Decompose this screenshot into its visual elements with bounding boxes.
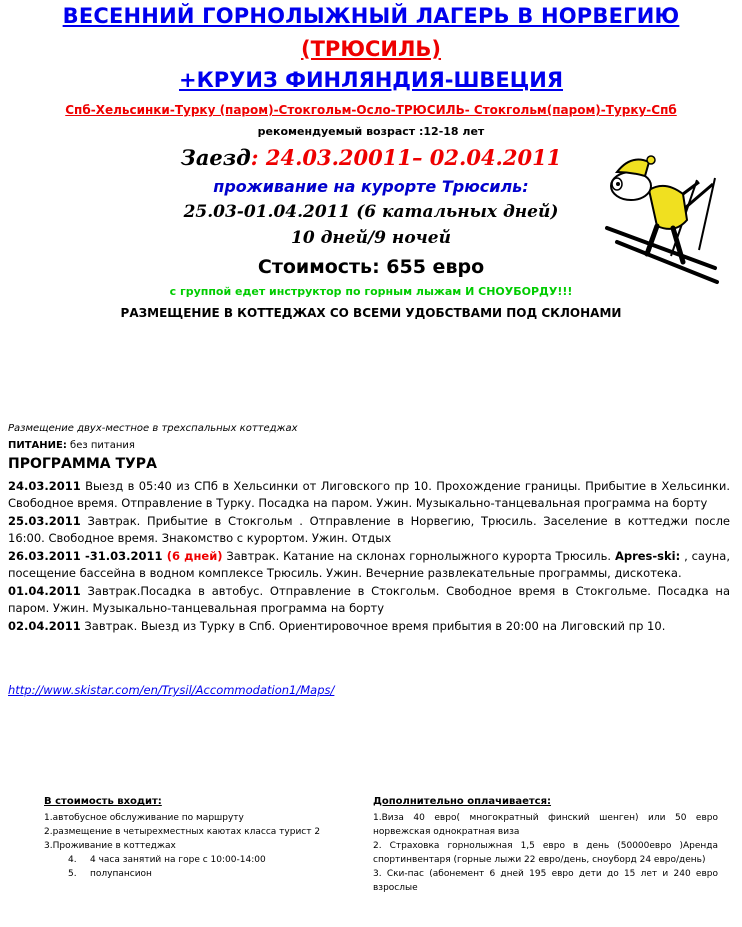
skier-icon [607,156,717,282]
extra-item: 2. Страховка горнолыжная 1,5 евро в день (50000евро )Аренда спортинвентаря (горные лыжи 22 евро/день, сноуборд 24 евро/день) [373,841,718,865]
subitem-number: 5. [68,869,77,879]
resort-line: проживание на курорте Трюсиль: [213,177,529,196]
extra-item: 1.Виза 40 евро( многократный финский шенген) или 50 евро норвежская однократная виза [373,813,718,837]
dates-label: Заезд [180,145,251,170]
program-day [8,548,730,582]
age-line: рекомендуемый возраст :12-18 лет [257,125,485,138]
day-date: 24.03.2011 [8,479,81,493]
title-line-1: ВЕСЕННИЙ ГОРНОЛЫЖНЫЙ ЛАГЕРЬ В НОРВЕГИЮ [62,4,680,28]
title-line-2: (ТРЮСИЛЬ) [301,37,441,61]
accommodation-note: Размещение двух-местное в трехспальных коттеджах [8,423,298,434]
program-day [8,618,730,635]
included-title: В стоимость входит: [44,796,162,807]
extra-cost-section [373,795,718,895]
included-subitem [44,867,354,881]
food-line [8,437,730,454]
included-item: 1.автобусное обслуживание по маршруту [44,813,244,823]
ski-dates: 25.03-01.04.2011 (6 катальных дней) [183,202,559,222]
skier-illustration [587,150,727,290]
included-item: 2.размещение в четырехместных каютах класса турист 2 [44,827,321,837]
day-text: Завтрак. Катание на склонах горнолыжного курорта Трюсиль. [222,549,615,563]
title-line-3: +КРУИЗ ФИНЛЯНДИЯ-ШВЕЦИЯ [179,68,563,92]
instructor-line: с группой едет инструктор по горным лыжам И СНОУБОРДУ!!! [169,285,573,298]
included-subitem [44,853,354,867]
subitem-number: 4. [68,855,77,865]
day-text: Завтрак.Посадка в автобус. Отправление в Стокгольм. Свободное время в Стокгольме. Посадка на паром. Ужин. Музыкально-танцевальная программа на борту [8,584,730,615]
day-text: Выезд в 05:40 из СПб в Хельсинки от Лиговского пр 10. Прохождение границы. Прибытие в Хельсинки. Свободное время. Отправление в Турку. Посадка на паром. Ужин. Музыкально-танцевальная программа на борту [8,479,730,510]
day-date: 02.04.2011 [8,619,81,633]
day-note: (6 дней) [162,549,223,563]
extra-title: Дополнительно оплачивается: [373,796,552,807]
included-item: 3.Проживание в коттеджах [44,841,176,851]
included-section [44,795,354,881]
program-day [8,478,730,512]
food-value: без питания [66,440,135,451]
program-day [8,583,730,617]
route-line: Спб-Хельсинки-Турку (паром)-Стокгольм-Осло-ТРЮСИЛЬ- Стокгольм(паром)-Турку-Спб [65,103,677,117]
subitem-text: полупансион [90,869,152,879]
day-text: Завтрак. Прибытие в Стокгольм . Отправление в Норвегию, Трюсиль. Заселение в коттеджи после 16:00. Свободное время. Знакомство с курортом. Ужин. Отдых [8,514,730,545]
day-date: 26.03.2011 -31.03.2011 [8,549,163,563]
day-extra-text: , сауна, посещение бассейна в водном комплексе Трюсиль. Ужин. Вечерние развлекательные программы, дискотека. [8,549,730,580]
day-extra-bold: Apres-ski: [614,549,681,563]
program-day [8,513,730,547]
dates-value: : 24.03.20011– 02.04.2011 [250,145,562,170]
day-text: Завтрак. Выезд из Турку в Спб. Ориентировочное время прибытия в 20:00 на Лиговский пр 10. [80,619,666,633]
day-date: 01.04.2011 [8,584,81,598]
program-list [8,478,730,636]
cottage-line: РАЗМЕЩЕНИЕ В КОТТЕДЖАХ СО ВСЕМИ УДОБСТВАМИ ПОД СКЛОНАМИ [120,306,622,320]
price-line: Стоимость: 655 евро [257,256,485,278]
subitem-text: 4 часа занятий на горе с 10:00-14:00 [90,855,266,865]
program-title: ПРОГРАММА ТУРА [8,456,157,472]
nights-line: 10 дней/9 ночей [291,228,451,248]
food-label: ПИТАНИЕ: [8,440,67,451]
accommodation-map-link[interactable]: http://www.skistar.com/en/Trysil/Accommodation1/Maps/ [8,683,335,697]
extra-item: 3. Ски-пас (абонемент 6 дней 195 евро дети до 15 лет и 240 евро взрослые [373,869,718,893]
day-date: 25.03.2011 [8,514,81,528]
